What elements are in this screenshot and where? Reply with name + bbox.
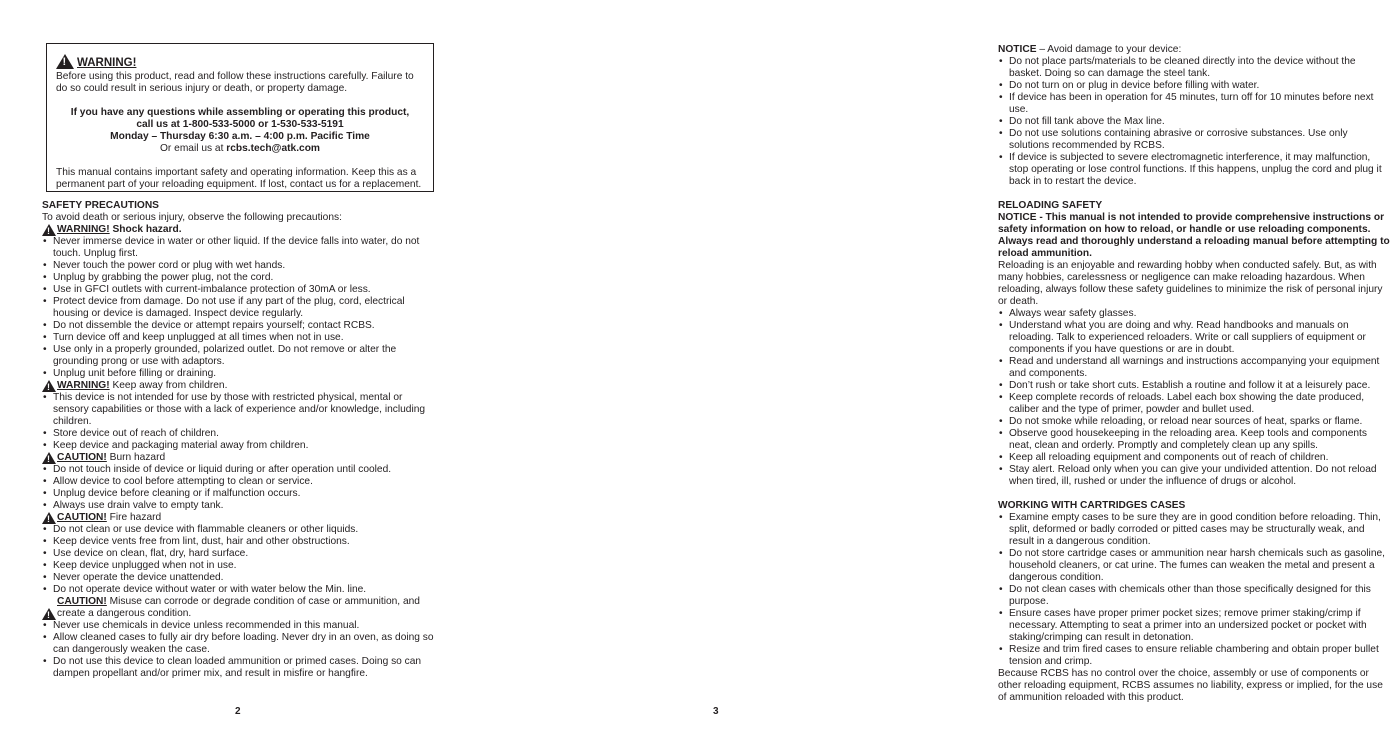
hazard-heading <box>42 380 434 392</box>
warning-triangle-icon <box>56 54 74 69</box>
warning-triangle-icon <box>42 512 56 524</box>
cartridge-cases-title: WORKING WITH CARTRIDGES CASES <box>998 500 1186 511</box>
hazard-label: CAUTION! <box>57 512 107 523</box>
reloading-intro: Reloading is an enjoyable and rewarding hobby when conducted safely. But, as with many hobbies, carelessness or negligence can make reloading hazardous. When reloading, always follow these safety guidelines to minimize the risk of personal injury or death. <box>998 260 1383 307</box>
list-item: • Do not use this device to clean loaded ammunition or primed cases. Doing so can dampen propellant and/or primer mix, and result in misfire or hangfire. <box>42 656 434 680</box>
hazard-label: CAUTION! <box>57 596 107 607</box>
reloading-safety-title: RELOADING SAFETY <box>998 200 1103 211</box>
warning-triangle-icon <box>42 380 56 392</box>
list-item: • Don’t rush or take short cuts. Establish a routine and follow it at a leisurely pace. <box>998 380 1390 392</box>
hazard-list <box>42 392 434 452</box>
contact-line-1: If you have any questions while assembling or operating this product, <box>70 107 410 118</box>
list-item: • Use only in a properly grounded, polarized outlet. Do not remove or alter the grounding prong or use with adaptors. <box>42 344 434 368</box>
hazard-text: Shock hazard. <box>109 224 182 235</box>
list-item: • Do not clean or use device with flammable cleaners or other liquids. <box>42 524 434 536</box>
warning-box-heading <box>56 54 424 69</box>
support-email-link[interactable]: rcbs.tech@atk.com <box>226 143 320 154</box>
hazard-label: WARNING! <box>57 380 110 391</box>
notice-text: – Avoid damage to your device: <box>1036 44 1182 55</box>
list-item: • Use device on clean, flat, dry, hard surface. <box>42 548 434 560</box>
hazard-text: Fire hazard <box>106 512 162 523</box>
contact-email-line <box>56 143 424 155</box>
list-item: • Turn device off and keep unplugged at all times when not in use. <box>42 332 434 344</box>
notice-list <box>998 56 1390 188</box>
list-item: • Do not dissemble the device or attempt repairs yourself; contact RCBS. <box>42 320 434 332</box>
list-item: • Stay alert. Reload only when you can give your undivided attention. Do not reload when tired, ill, rushed or under the influence of drugs or alcohol. <box>998 464 1390 488</box>
reloading-notice: NOTICE - This manual is not intended to provide comprehensive instructions or safety information on how to reload, or handle or use reloading components. Always read and thoroughly understand a reloading manual before attempting to reload ammunition. <box>998 212 1390 259</box>
warning-triangle-icon <box>42 452 56 464</box>
list-item: • Do not smoke while reloading, or reload near sources of heat, sparks or flame. <box>998 416 1390 428</box>
list-item: • Do not operate device without water or with water below the Min. line. <box>42 584 434 596</box>
hazard-heading <box>42 512 434 524</box>
hazard-text: Keep away from children. <box>109 380 228 391</box>
list-item: • Do not turn on or plug in device before filling with water. <box>998 80 1390 92</box>
list-item: • Allow cleaned cases to fully air dry before loading. Never dry in an oven, as doing so can dangerously weaken the case. <box>42 632 434 656</box>
list-item: • Never immerse device in water or other liquid. If the device falls into water, do not touch. Unplug first. <box>42 236 434 260</box>
hazard-list <box>42 236 434 380</box>
warning-triangle-icon <box>42 224 56 236</box>
list-item: • Use in GFCI outlets with current-imbalance protection of 30mA or less. <box>42 284 434 296</box>
hazard-label: CAUTION! <box>57 452 107 463</box>
warning-triangle-icon <box>42 608 56 620</box>
list-item: • If device has been in operation for 45 minutes, turn off for 10 minutes before next use. <box>998 92 1390 116</box>
notice-heading <box>998 44 1390 56</box>
list-item: • Do not use solutions containing abrasive or corrosive substances. Use only solutions recommended by RCBS. <box>998 128 1390 152</box>
hazard-list <box>42 620 434 680</box>
list-item: • Always use drain valve to empty tank. <box>42 500 434 512</box>
list-item: • Resize and trim fired cases to ensure reliable chambering and obtain proper bullet tension and crimp. <box>998 644 1390 668</box>
list-item: • Do not clean cases with chemicals other than those specifically designed for this purpose. <box>998 584 1390 608</box>
right-content <box>998 44 1390 704</box>
list-item: • Keep device vents free from lint, dust, hair and other obstructions. <box>42 536 434 548</box>
safety-precautions-intro: To avoid death or serious injury, observe the following precautions: <box>42 212 342 223</box>
hazard-heading <box>42 596 434 620</box>
hazard-heading <box>42 452 434 464</box>
page-number-right: 3 <box>713 706 719 717</box>
safety-groups <box>42 224 434 680</box>
list-item: • Always wear safety glasses. <box>998 308 1390 320</box>
hazard-label: WARNING! <box>57 224 110 235</box>
list-item: • Unplug device before cleaning or if malfunction occurs. <box>42 488 434 500</box>
reloading-list <box>998 308 1390 488</box>
list-item: • Keep complete records of reloads. Label each box showing the date produced, caliber and the type of primer, powder and bullet used. <box>998 392 1390 416</box>
list-item: • Allow device to cool before attempting to clean or service. <box>42 476 434 488</box>
contact-line-2: call us at 1-800-533-5000 or 1-530-533-5191 <box>136 119 344 130</box>
list-item: • Observe good housekeeping in the reloading area. Keep tools and components neat, clean and orderly. Promptly and completely clean up any spills. <box>998 428 1390 452</box>
list-item: • Never touch the power cord or plug with wet hands. <box>42 260 434 272</box>
warning-box <box>46 43 434 192</box>
cartridge-list <box>998 512 1390 668</box>
warning-box-intro: Before using this product, read and follow these instructions carefully. Failure to do so could result in serious injury or death, or property damage. <box>56 71 414 94</box>
list-item: • Store device out of reach of children. <box>42 428 434 440</box>
list-item: • Keep all reloading equipment and components out of reach of children. <box>998 452 1390 464</box>
list-item: • Do not place parts/materials to be cleaned directly into the device without the basket. Doing so can damage the steel tank. <box>998 56 1390 80</box>
liability-disclaimer: Because RCBS has no control over the choice, assembly or use of components or other reloading equipment, RCBS assumes no liability, express or implied, for the use of ammunition reloaded with this product. <box>998 668 1383 703</box>
list-item: • This device is not intended for use by those with restricted physical, mental or sensory capabilities or those with a lack of experience and/or knowledge, including children. <box>42 392 434 428</box>
warning-box-footer: This manual contains important safety and operating information. Keep this as a permanent part of your reloading equipment. If lost, contact us for a replacement. <box>56 167 422 190</box>
list-item: • Examine empty cases to be sure they are in good condition before reloading. Thin, split, deformed or badly corroded or pitted cases may be structurally weak, and result in a dangerous condition. <box>998 512 1390 548</box>
list-item: • Never operate the device unattended. <box>42 572 434 584</box>
list-item: • Ensure cases have proper primer pocket sizes; remove primer staking/crimp if necessary. Attempting to seat a primer into an undersized pocket or pocket with staking/crimping can result in detonation. <box>998 608 1390 644</box>
hazard-text: Misuse can corrode or degrade condition of case or ammunition, and create a dangerous condition. <box>57 596 423 619</box>
list-item: • Understand what you are doing and why. Read handbooks and manuals on reloading. Talk to experienced reloaders. Write or call suppliers of equipment or components if you have questions or are in doubt. <box>998 320 1390 356</box>
list-item: • Unplug by grabbing the power plug, not the cord. <box>42 272 434 284</box>
safety-precautions-title: SAFETY PRECAUTIONS <box>42 200 159 211</box>
list-item: • Never use chemicals in device unless recommended in this manual. <box>42 620 434 632</box>
list-item: • Do not touch inside of device or liquid during or after operation until cooled. <box>42 464 434 476</box>
list-item: • Keep device unplugged when not in use. <box>42 560 434 572</box>
list-item: • Do not fill tank above the Max line. <box>998 116 1390 128</box>
contact-line-3: Monday – Thursday 6:30 a.m. – 4:00 p.m. Pacific Time <box>110 131 370 142</box>
list-item: • Unplug unit before filling or draining. <box>42 368 434 380</box>
notice-label: NOTICE <box>998 44 1037 55</box>
hazard-list <box>42 524 434 596</box>
email-prefix: Or email us at <box>160 143 227 154</box>
safety-precautions-section <box>42 200 434 680</box>
hazard-list <box>42 464 434 512</box>
page-number-left: 2 <box>235 706 241 717</box>
list-item: • Do not store cartridge cases or ammunition near harsh chemicals such as gasoline, household cleaners, or cat urine. The fumes can weaken the metal and present a dangerous condition. <box>998 548 1390 584</box>
list-item: • If device is subjected to severe electromagnetic interference, it may malfunction, stop operating or lose control functions. If this happens, unplug the cord and plug it back in to restart the device. <box>998 152 1390 188</box>
list-item: • Protect device from damage. Do not use if any part of the plug, cord, electrical housing or device is damaged. Inspect device regularly. <box>42 296 434 320</box>
list-item: • Read and understand all warnings and instructions accompanying your equipment and components. <box>998 356 1390 380</box>
list-item: • Keep device and packaging material away from children. <box>42 440 434 452</box>
hazard-text: Burn hazard <box>106 452 166 463</box>
hazard-heading <box>42 224 434 236</box>
warning-box-title: WARNING! <box>77 57 137 69</box>
